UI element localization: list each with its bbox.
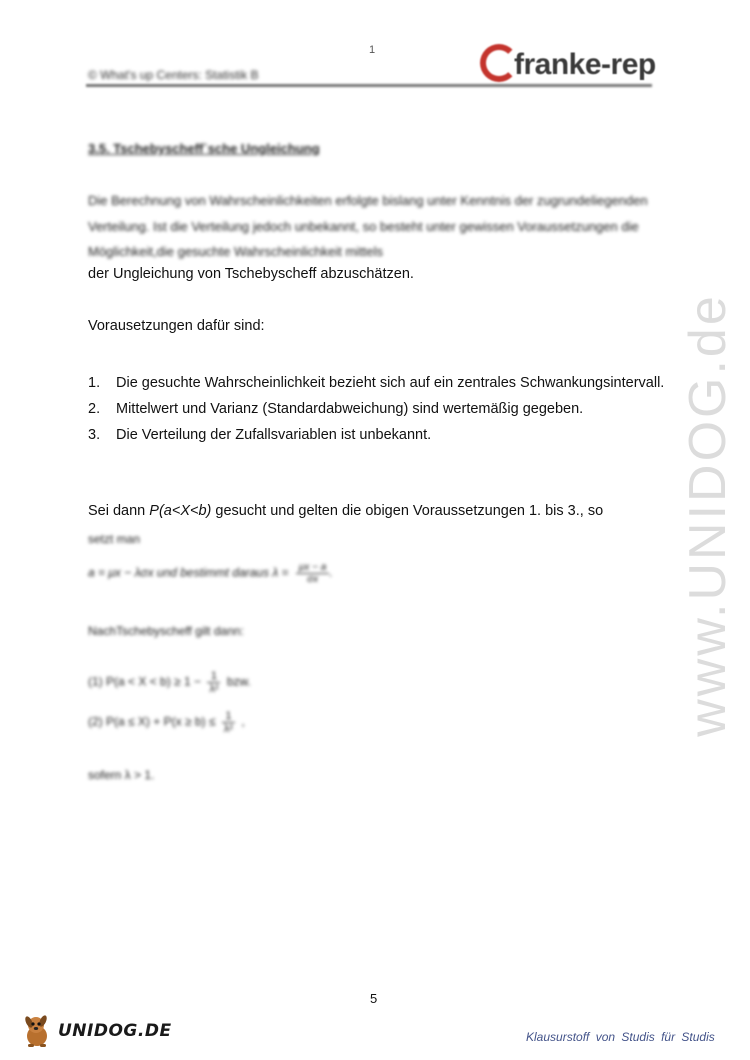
list-item-text: Die gesuchte Wahrscheinlichkeit bezieht sich auf ein zentrales Schwankungsintervall. bbox=[116, 375, 665, 391]
formula-fraction bbox=[296, 562, 329, 585]
inequality-2-left: (2) P(a ≤ X) + P(x ≥ b) ≤ bbox=[88, 714, 216, 729]
inequality-1-fraction bbox=[207, 670, 220, 695]
list-item bbox=[88, 422, 668, 448]
section-title: 3.5. Tschebyscheff`sche Ungleichung bbox=[88, 141, 320, 156]
list-item bbox=[88, 370, 668, 396]
logo-wordmark: franke-rep bbox=[514, 48, 656, 81]
inequality-1 bbox=[88, 670, 251, 695]
statement-line bbox=[88, 503, 603, 519]
statement-after: gesucht und gelten die obigen Voraussetzungen 1. bis 3., so bbox=[211, 503, 604, 519]
list-item-number: 1. bbox=[88, 375, 101, 391]
formula-tail: . bbox=[329, 565, 333, 580]
statement-before: Sei dann bbox=[88, 503, 150, 519]
dog-mascot-icon bbox=[22, 1014, 52, 1048]
franke-rep-logo bbox=[478, 42, 658, 86]
list-item-number: 2. bbox=[88, 401, 101, 417]
lambda-definition-formula bbox=[88, 562, 333, 585]
list-item-text: Die Verteilung der Zufallsvariablen ist unbekannt. bbox=[116, 427, 432, 443]
inequality-1-left: (1) P(a < X < b) ≥ 1 − bbox=[88, 674, 201, 689]
inequality-2-fraction bbox=[222, 710, 235, 735]
statement-expression: P(a<X<b) bbox=[149, 503, 212, 519]
statement-continuation: setzt man bbox=[88, 532, 141, 546]
inequality-2 bbox=[88, 710, 245, 735]
condition-text: sofern λ > 1. bbox=[88, 768, 155, 782]
fraction-denominator: σx bbox=[307, 574, 319, 585]
unidog-logo bbox=[22, 1012, 172, 1052]
fraction-numerator: 1 bbox=[222, 710, 235, 723]
list-item-number: 3. bbox=[88, 427, 101, 443]
header-left-text: © What's up Centers: Statistik B bbox=[88, 68, 259, 82]
list-item bbox=[88, 396, 668, 422]
formula-text: a = μx − λσx und bestimmt daraus λ = bbox=[88, 565, 289, 580]
prerequisites-heading: Vorausetzungen dafür sind: bbox=[88, 318, 265, 334]
page-number: 5 bbox=[370, 991, 378, 1006]
chebyshev-intro: NachTschebyscheff gilt dann: bbox=[88, 624, 244, 638]
fraction-denominator: λ² bbox=[209, 683, 219, 695]
fraction-denominator: λ² bbox=[223, 723, 233, 735]
logo-c-mark-icon bbox=[480, 44, 518, 82]
fraction-numerator: 1 bbox=[207, 670, 220, 683]
top-page-number: 1 bbox=[369, 44, 376, 56]
list-item-text: Mittelwert und Varianz (Standardabweichung) sind wertemäßig gegeben. bbox=[116, 401, 584, 417]
vertical-watermark: www.UNIDOG.de bbox=[679, 293, 737, 737]
fraction-numerator: μx − a bbox=[296, 562, 329, 574]
footer-tagline: Klausurstoff von Studis für Studis bbox=[526, 1030, 715, 1044]
intro-paragraph-clear-line: der Ungleichung von Tschebyscheff abzuschätzen. bbox=[88, 266, 414, 282]
intro-paragraph-blurred: Die Berechnung von Wahrscheinlichkeiten erfolgte bislang unter Kenntnis der zugrundeliegenden Verteilung. Ist die Verteilung jedoch unbekannt, so besteht unter gewissen Voraussetzungen die Möglichkeit,die gesuchte Wahrscheinlichkeit mittels bbox=[88, 193, 648, 259]
inequality-2-right: , bbox=[241, 714, 245, 729]
unidog-wordmark: UNIDOG.DE bbox=[58, 1021, 172, 1041]
prerequisites-list bbox=[88, 370, 668, 448]
inequality-1-right: bzw. bbox=[226, 674, 251, 689]
